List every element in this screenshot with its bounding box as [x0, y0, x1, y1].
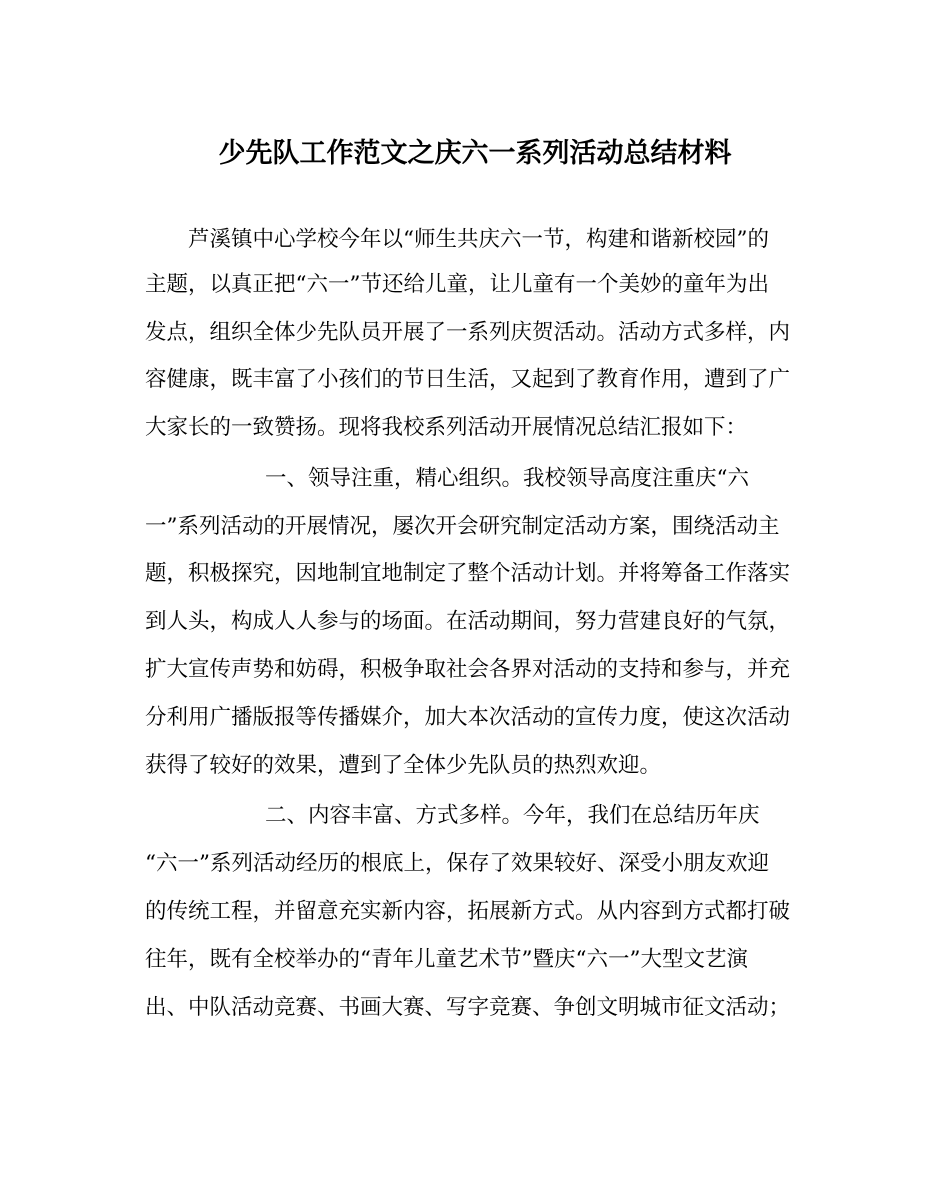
- paragraph-3-line-4: 往年，既有全校举办的“青年儿童艺术节”暨庆“六一”大型文艺演: [145, 947, 748, 972]
- paragraph-1-line-2: 主题，以真正把“六一”节还给儿童，让儿童有一个美妙的童年为出: [145, 272, 769, 297]
- paragraph-2-line-7: 获得了较好的效果，遭到了全体少先队员的热烈欢迎。: [145, 753, 662, 778]
- page-title: 少先队工作范文之庆六一系列活动总结材料: [218, 138, 732, 169]
- paragraph-3-line-5: 出、中队活动竞赛、书画大赛、写字竞赛、争创文明城市征文活动；: [145, 995, 791, 1020]
- paragraph-1-line-3: 发点，组织全体少先队员开展了一系列庆贺活动。活动方式多样，内: [145, 320, 791, 345]
- paragraph-3-line-1: 二、内容丰富、方式多样。今年，我们在总结历年庆: [265, 803, 760, 828]
- paragraph-1-line-1: 芦溪镇中心学校今年以“师生共庆六一节，构建和谐新校园”的: [188, 227, 769, 252]
- paragraph-2-line-4: 到人头，构成人人参与的场面。在活动期间，努力营建良好的气氛，: [145, 609, 791, 634]
- paragraph-1-line-5: 大家长的一致赞扬。现将我校系列活动开展情况总结汇报如下：: [145, 415, 748, 440]
- paragraph-1-line-4: 容健康，既丰富了小孩们的节日生活，又起到了教育作用，遭到了广: [145, 367, 791, 392]
- paragraph-2-line-3: 题，积极探究，因地制宜地制定了整个活动计划。并将筹备工作落实: [145, 561, 791, 586]
- paragraph-2-line-5: 扩大宣传声势和妨碍，积极争取社会各界对活动的支持和参与，并充: [145, 657, 791, 682]
- paragraph-3-line-2: “六一”系列活动经历的根底上，保存了效果较好、深受小朋友欢迎: [145, 851, 769, 876]
- paragraph-2-line-1: 一、领导注重，精心组织。我校领导高度注重庆“六: [265, 466, 749, 491]
- paragraph-2-line-6: 分利用广播版报等传播媒介，加大本次活动的宣传力度，使这次活动: [145, 705, 791, 730]
- paragraph-3-line-3: 的传统工程，并留意充实新内容，拓展新方式。从内容到方式都打破: [145, 899, 791, 924]
- paragraph-2-line-2: 一”系列活动的开展情况，屡次开会研究制定活动方案，围绕活动主: [145, 514, 780, 539]
